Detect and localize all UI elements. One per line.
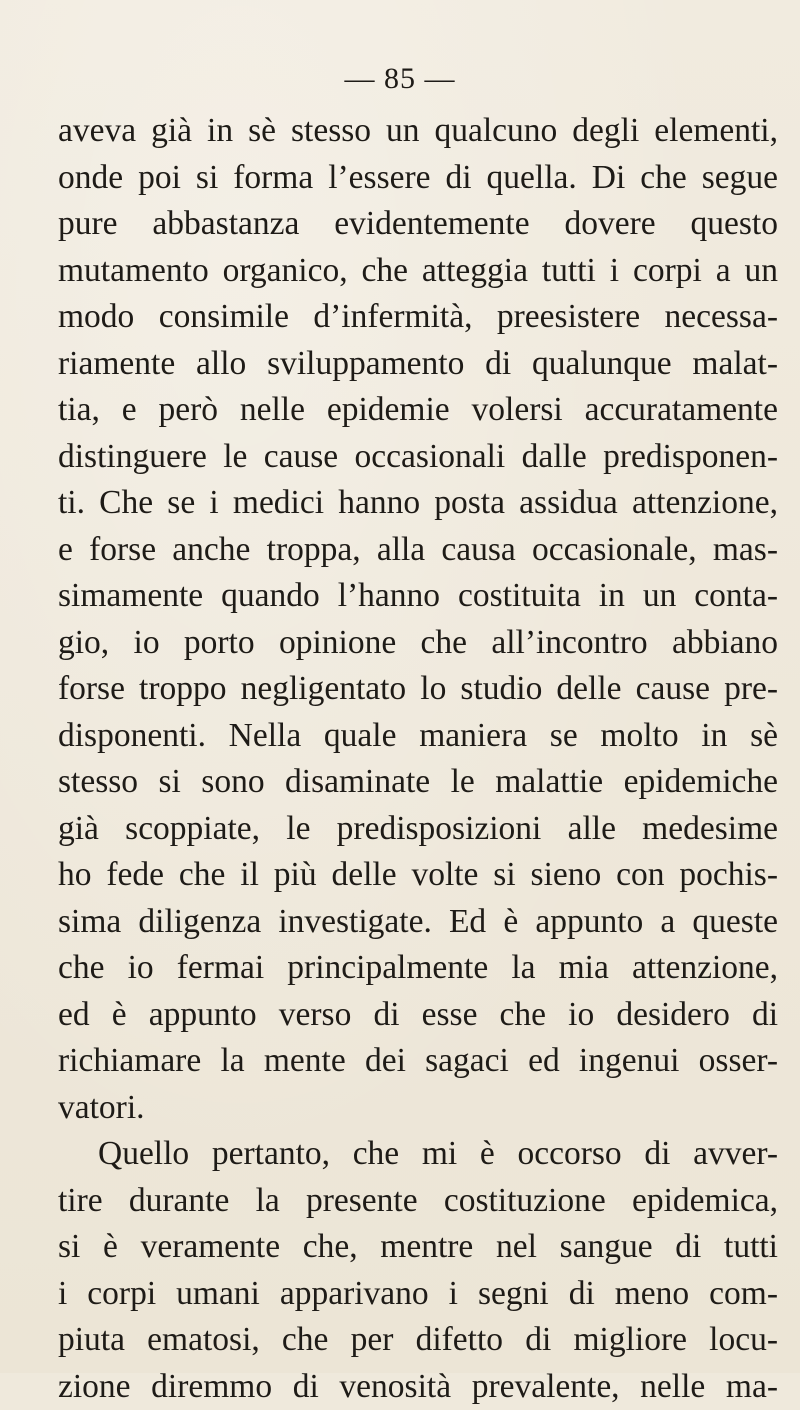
text-line: mutamento organico, che atteggia tutti i corpi a un	[58, 248, 778, 295]
text-line: Quello pertanto, che mi è occorso di avver-	[58, 1131, 778, 1178]
text-line: che io fermai principalmente la mia attenzione,	[58, 945, 778, 992]
text-line: si è veramente che, mentre nel sangue di tutti	[58, 1224, 778, 1271]
text-line: richiamare la mente dei sagaci ed ingenui osser-	[58, 1038, 778, 1085]
text-line: i corpi umani apparivano i segni di meno com-	[58, 1271, 778, 1318]
text-line: modo consimile d’infermità, preesistere necessa-	[58, 294, 778, 341]
text-line: onde poi si forma l’essere di quella. Di che segue	[58, 155, 778, 202]
text-line: tia, e però nelle epidemie volersi accuratamente	[58, 387, 778, 434]
text-line: riamente allo sviluppamento di qualunque malat-	[58, 341, 778, 388]
text-line: zione diremmo di venosità prevalente, nelle ma-	[58, 1364, 778, 1410]
text-line: aveva già in sè stesso un qualcuno degli elementi,	[58, 108, 778, 155]
text-line: disponenti. Nella quale maniera se molto in sè	[58, 713, 778, 760]
text-line: ed è appunto verso di esse che io desidero di	[58, 992, 778, 1039]
text-line: distinguere le cause occasionali dalle predisponen-	[58, 434, 778, 481]
text-line: pure abbastanza evidentemente dovere questo	[58, 201, 778, 248]
text-line: forse troppo negligentato lo studio delle cause pre-	[58, 666, 778, 713]
text-line: tire durante la presente costituzione epidemica,	[58, 1178, 778, 1225]
text-line: ti. Che se i medici hanno posta assidua attenzione,	[58, 480, 778, 527]
text-line: simamente quando l’hanno costituita in un conta-	[58, 573, 778, 620]
text-line: piuta ematosi, che per difetto di migliore locu-	[58, 1317, 778, 1364]
text-line: vatori.	[58, 1085, 778, 1132]
text-line: sima diligenza investigate. Ed è appunto a queste	[58, 899, 778, 946]
text-line: ho fede che il più delle volte si sieno con pochis-	[58, 852, 778, 899]
text-line: e forse anche troppa, alla causa occasionale, mas-	[58, 527, 778, 574]
body-text	[58, 108, 778, 1410]
text-line: stesso si sono disaminate le malattie epidemiche	[58, 759, 778, 806]
text-line: gio, io porto opinione che all’incontro abbiano	[58, 620, 778, 667]
text-line: già scoppiate, le predisposizioni alle medesime	[58, 806, 778, 853]
page-number: — 85 —	[0, 62, 800, 96]
